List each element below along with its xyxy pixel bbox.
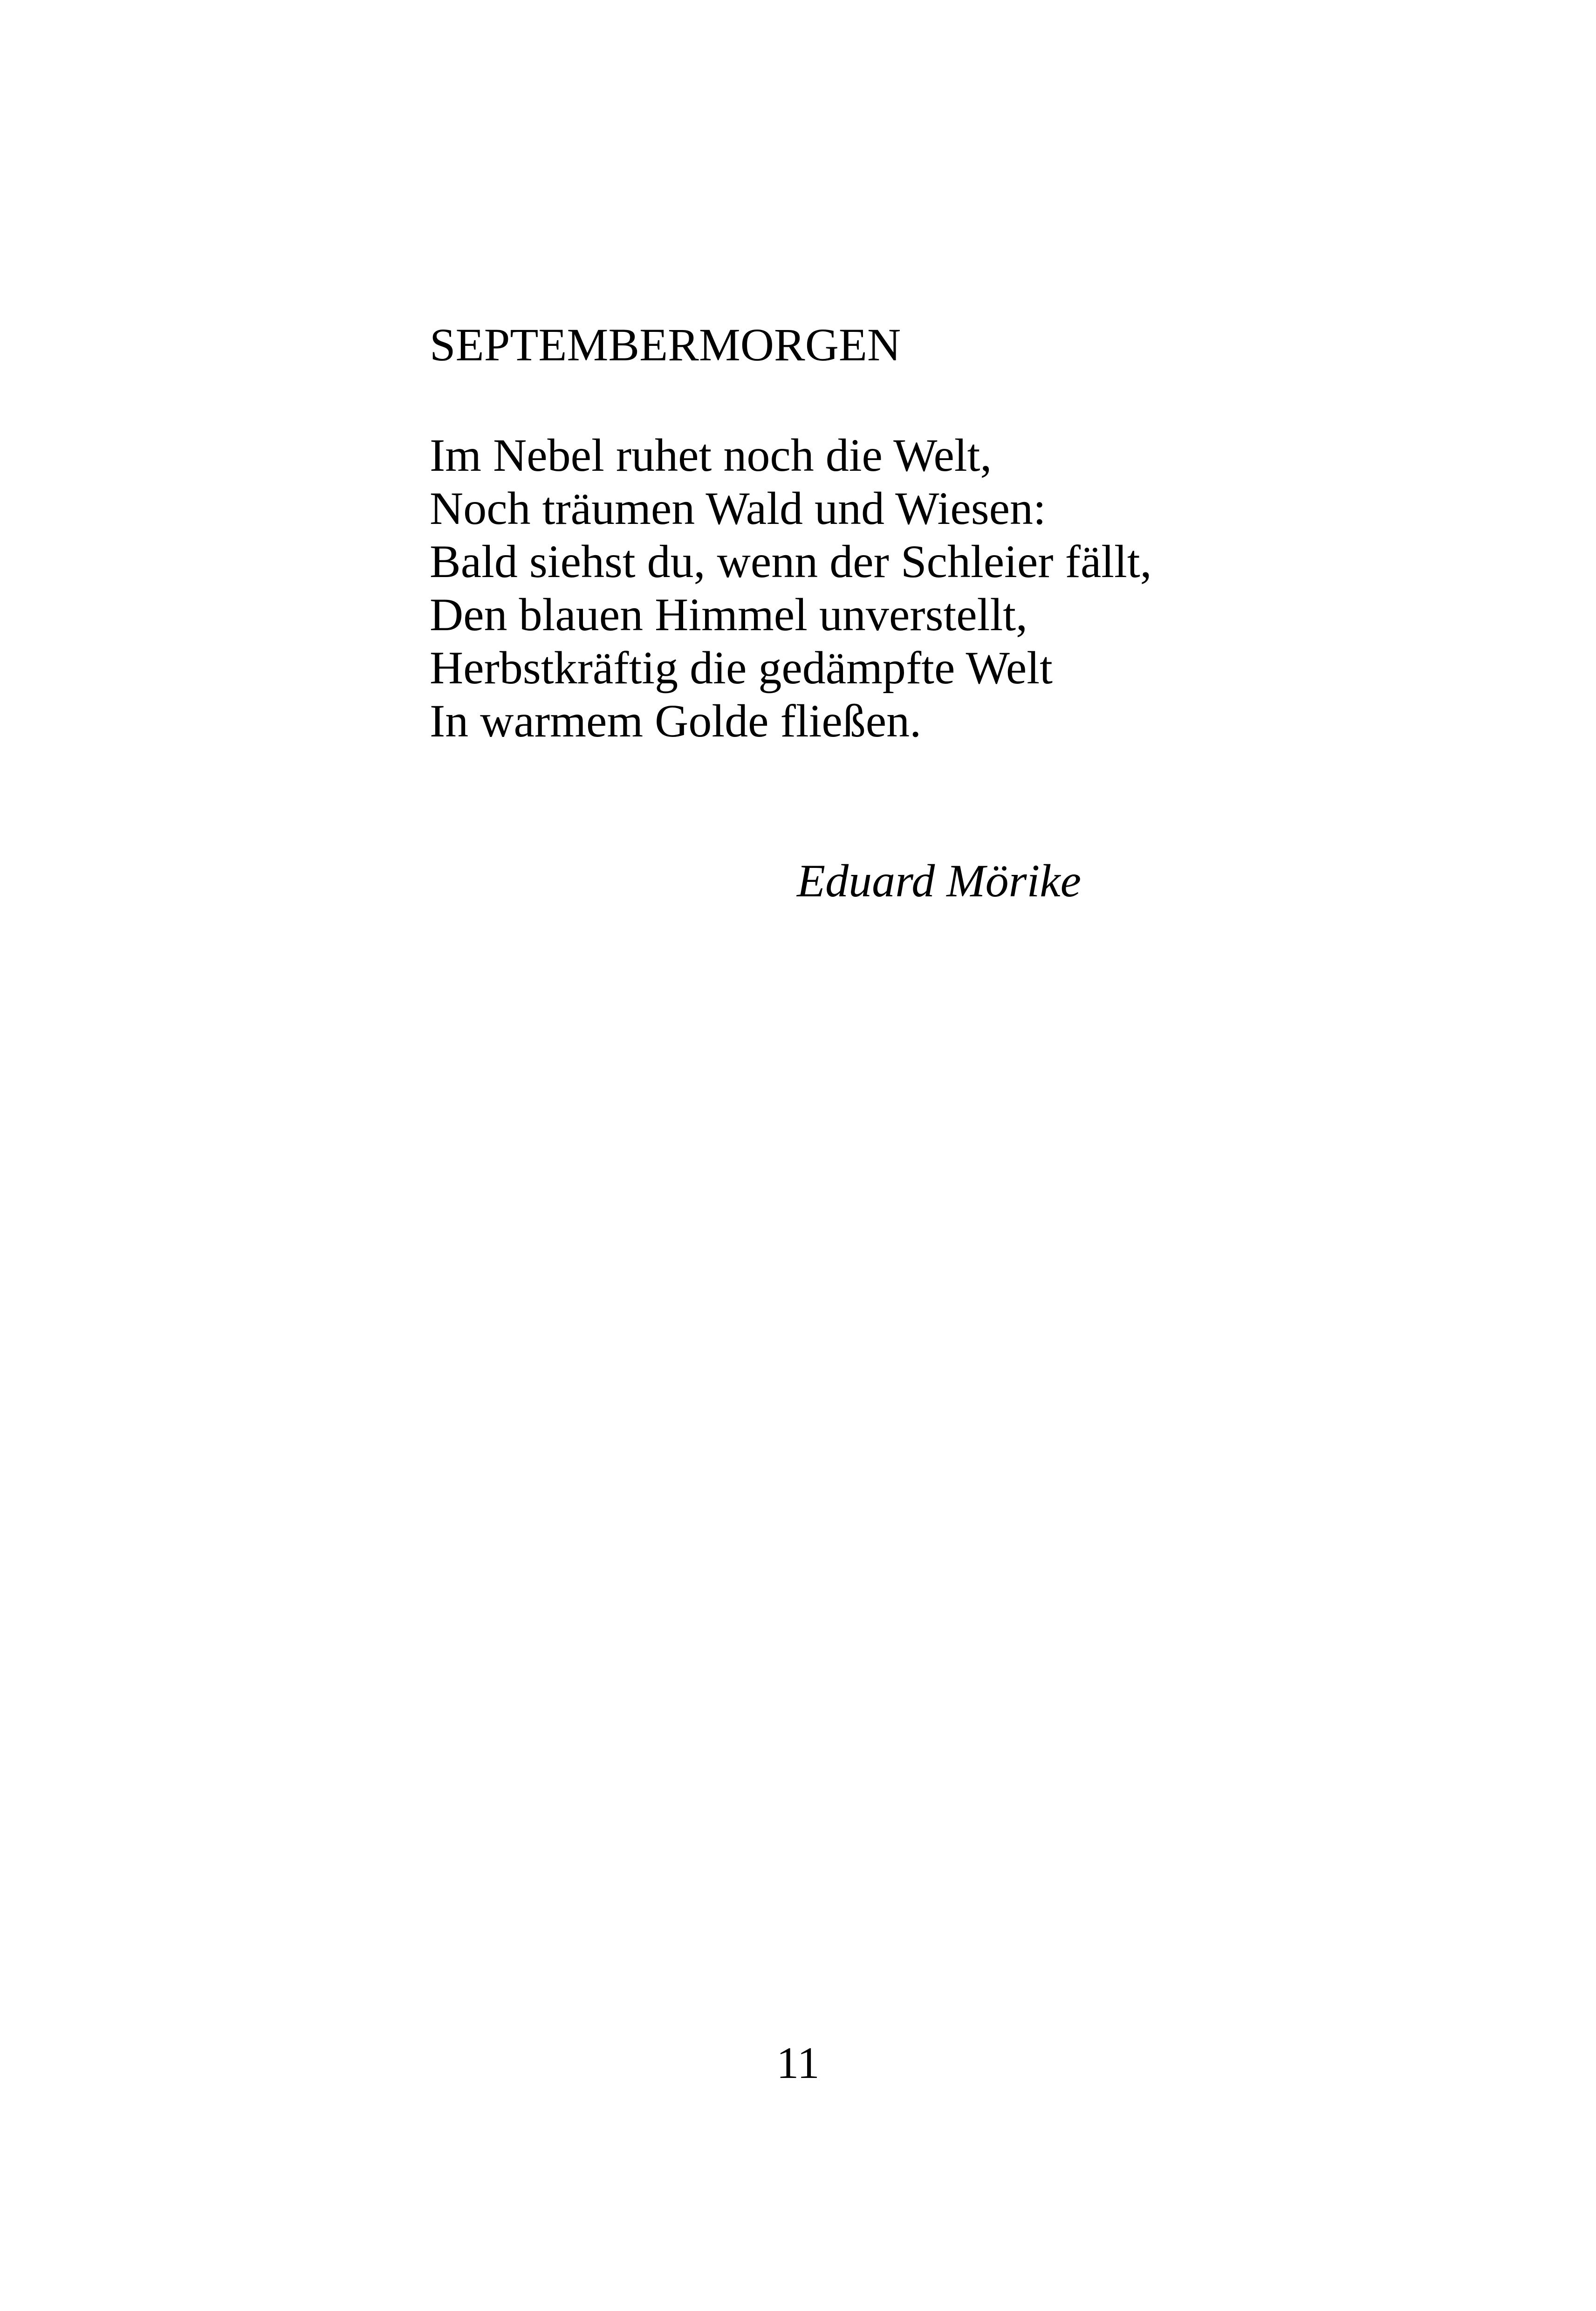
poem-line: Bald siehst du, wenn der Schleier fällt, (430, 536, 1152, 587)
poem-author: Eduard Mörike (797, 855, 1082, 907)
page-number: 11 (776, 2038, 820, 2088)
poem-line: Noch träumen Wald und Wiesen: (430, 482, 1046, 534)
poem-title: SEPTEMBERMORGEN (430, 319, 901, 371)
poem-line: Herbstkräftig die gedämpfte Welt (430, 642, 1053, 694)
poem-body (430, 429, 1152, 748)
poem-line: In warmem Golde fließen. (430, 695, 922, 747)
poem-line: Den blauen Himmel unverstellt, (430, 589, 1028, 640)
poem-line: Im Nebel ruhet noch die Welt, (430, 429, 992, 481)
